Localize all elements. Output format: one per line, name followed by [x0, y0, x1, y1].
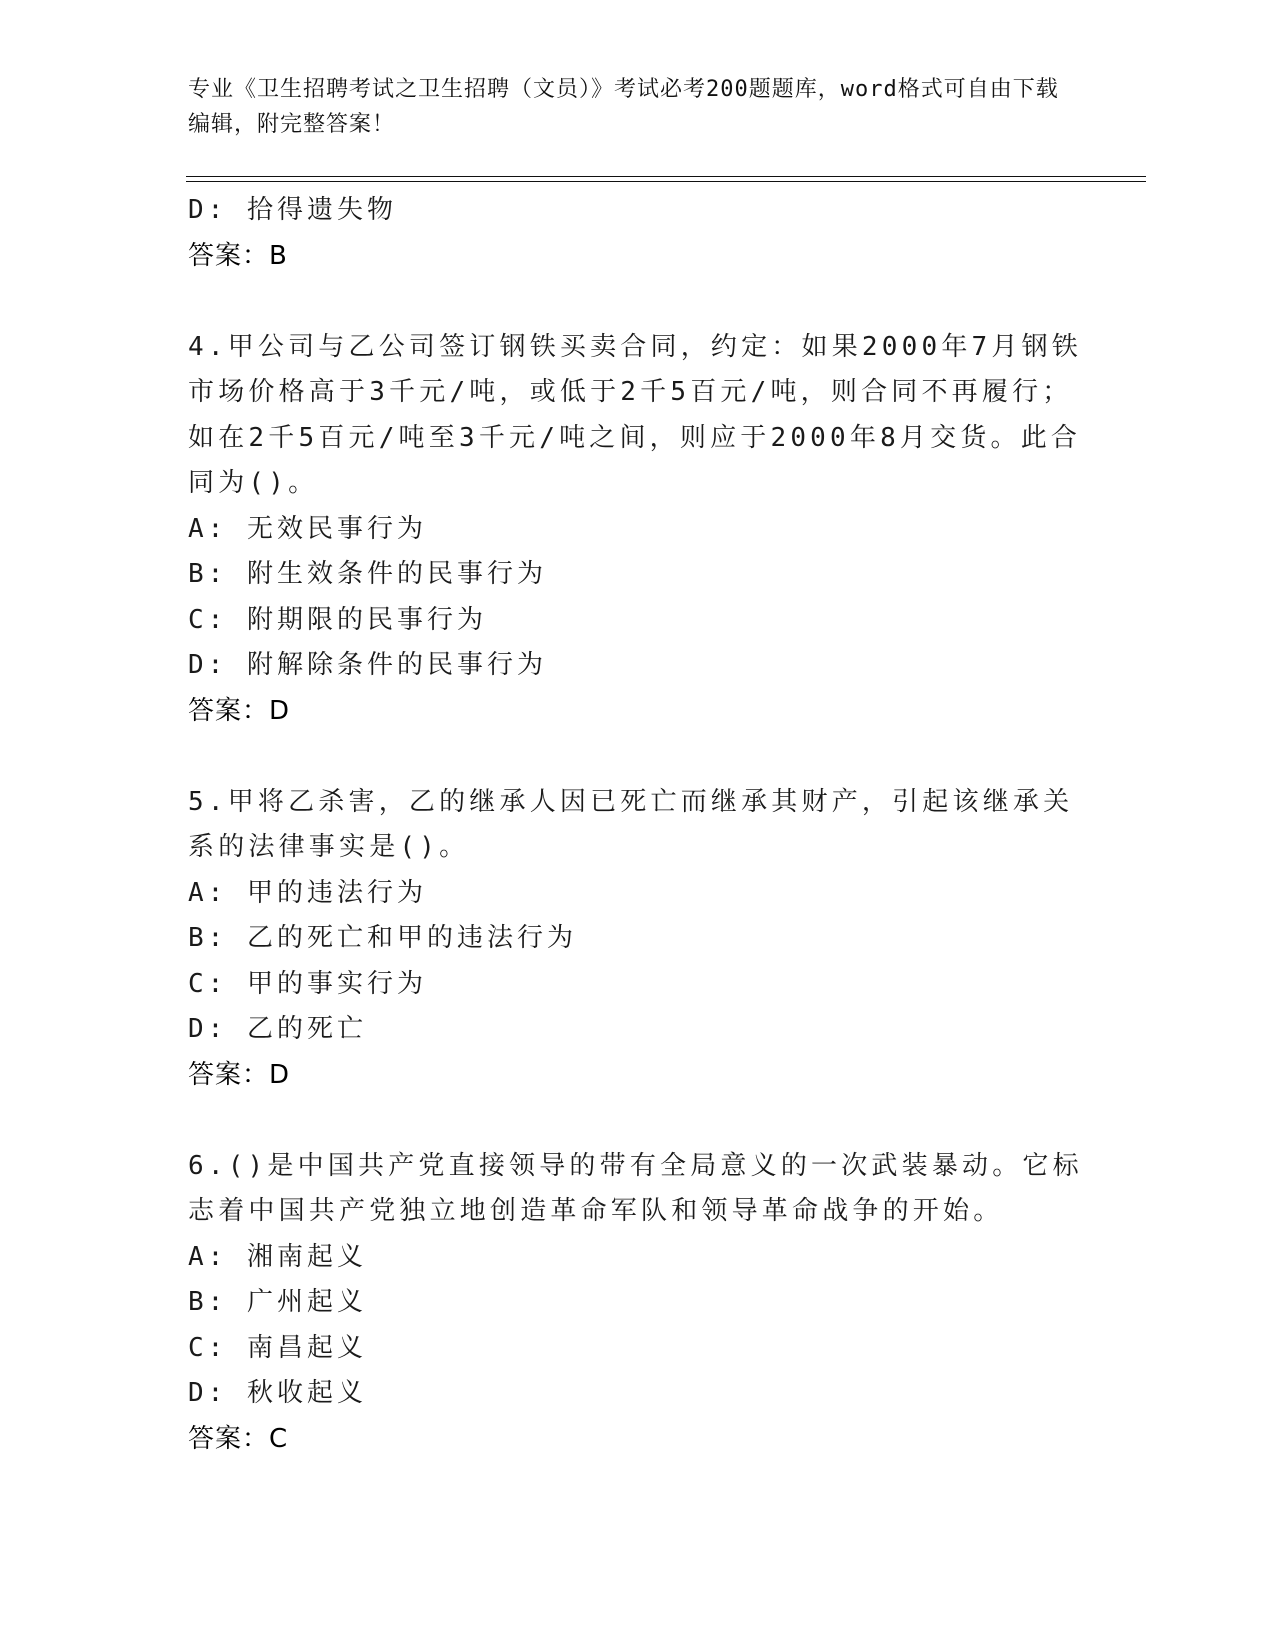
question-6 [188, 1144, 1088, 1463]
header-divider-bottom [186, 181, 1146, 182]
option-b: B: 广州起义 [188, 1287, 367, 1317]
question-5 [188, 780, 1088, 1099]
question-stem: 5.甲将乙杀害，乙的继承人因已死亡而继承其财产，引起该继承关系的法律事实是()。 [188, 786, 1074, 862]
option-c: C: 南昌起义 [188, 1332, 367, 1363]
document-header: 专业《卫生招聘考试之卫生招聘（文员）》考试必考200题题库，word格式可自由下载编辑，附完整答案！ [188, 77, 1059, 137]
question-content [188, 188, 1088, 1462]
option-b: B: 附生效条件的民事行为 [188, 559, 547, 589]
option-a: A: 湘南起义 [188, 1241, 367, 1272]
answer-line: 答案：B [188, 240, 288, 271]
option-c: C: 甲的事实行为 [188, 968, 427, 999]
option-a: A: 甲的违法行为 [188, 877, 427, 908]
option-d: D: 秋收起义 [188, 1378, 367, 1408]
question-4 [188, 325, 1088, 735]
option-b: B: 乙的死亡和甲的违法行为 [188, 923, 577, 953]
answer-line: 答案：D [188, 695, 291, 726]
header-divider-top [186, 176, 1146, 177]
option-c: C: 附期限的民事行为 [188, 604, 487, 635]
question-stem: 6.()是中国共产党直接领导的带有全局意义的一次武装暴动。它标志着中国共产党独立地创造革命军队和领导革命战争的开始。 [188, 1150, 1083, 1226]
answer-line: 答案：C [188, 1423, 289, 1454]
answer-line: 答案：D [188, 1059, 291, 1090]
option-d: D: 拾得遗失物 [188, 195, 397, 225]
option-d: D: 附解除条件的民事行为 [188, 650, 547, 680]
option-a: A: 无效民事行为 [188, 513, 427, 544]
question-stem: 4.甲公司与乙公司签订钢铁买卖合同，约定：如果2000年7月钢铁市场价格高于3千元/吨，或低于2千5百元/吨，则合同不再履行；如在2千5百元/吨至3千元/吨之间，则应于2000年8月交货。此合同为()。 [188, 331, 1082, 498]
option-d: D: 乙的死亡 [188, 1014, 367, 1044]
